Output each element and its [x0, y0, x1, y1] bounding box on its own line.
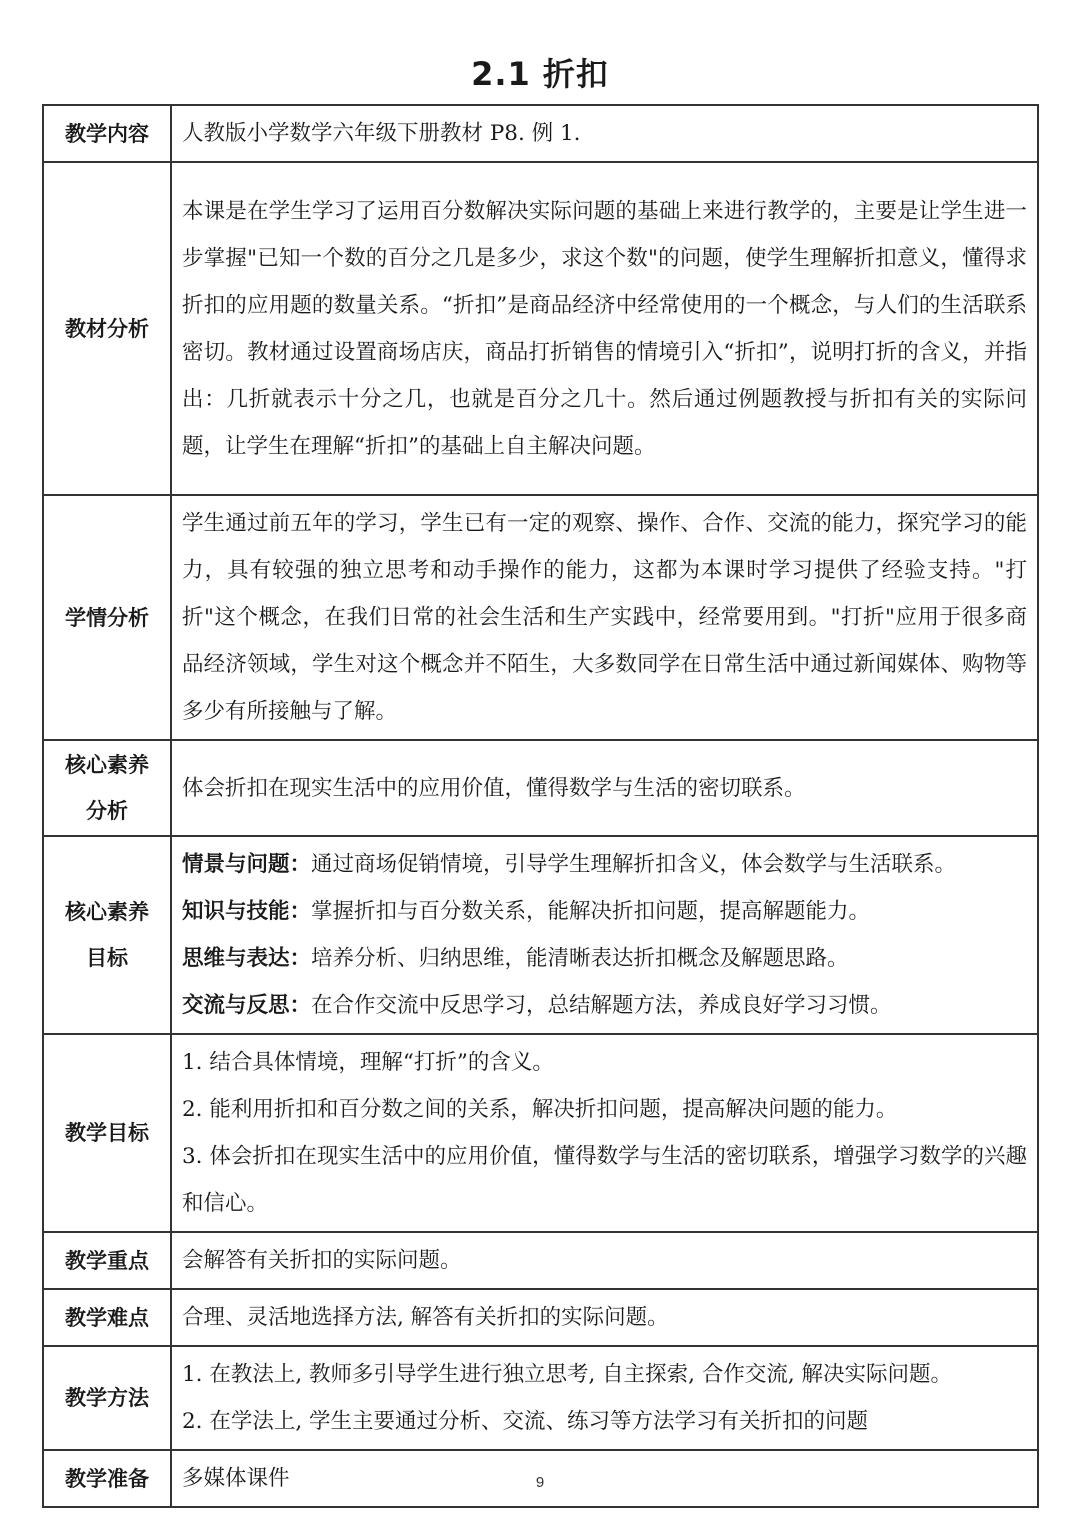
- material-analysis-text: 本课是在学生学习了运用百分数解决实际问题的基础上来进行教学的，主要是让学生进一步掌握"已知一个数的百分之几是多少，求这个数"的问题，使学生理解折扣意义，懂得求折扣的应用题的数量关系。“折扣”是商品经济中经常使用的一个概念，与人们的生活联系密切。教材通过设置商场店庆，商品打折销售的情境引入“折扣”，说明打折的含义，并指出：几折就表示十分之几，也就是百分之几十。然后通过例题教授与折扣有关的实际问题，让学生在理解“折扣”的基础上自主解决问题。: [171, 162, 1038, 495]
- core-analysis-text: 体会折扣在现实生活中的应用价值，懂得数学与生活的密切联系。: [171, 740, 1038, 836]
- row-label-objectives: 教学目标: [43, 1034, 171, 1232]
- table-row: [43, 1232, 1038, 1289]
- row-label-core-analysis: [43, 740, 171, 836]
- goal-heading: 情景与问题：: [182, 852, 312, 877]
- row-label-preparation: 教学准备: [43, 1450, 171, 1507]
- row-label-methods: 教学方法: [43, 1346, 171, 1450]
- methods-list: [171, 1346, 1038, 1450]
- table-row: [43, 495, 1038, 740]
- core-goals-list: [171, 836, 1038, 1034]
- learner-analysis-text: 学生通过前五年的学习，学生已有一定的观察、操作、合作、交流的能力，探究学习的能力，具有较强的独立思考和动手操作的能力，这都为本课时学习提供了经验支持。"打折"这个概念，在我们日常的社会生活和生产实践中，经常要用到。"打折"应用于很多商品经济领域，学生对这个概念并不陌生，大多数同学在日常生活中通过新闻媒体、购物等多少有所接触与了解。: [171, 495, 1038, 740]
- teaching-content-text: 人教版小学数学六年级下册教材 P8. 例 1.: [171, 105, 1038, 162]
- goal-text: 在合作交流中反思学习，总结解题方法，养成良好学习习惯。: [311, 993, 892, 1018]
- table-row: [43, 836, 1038, 1034]
- table-row: [43, 1034, 1038, 1232]
- objectives-list: [171, 1034, 1038, 1232]
- page-number: 9: [535, 1474, 545, 1491]
- row-label-teaching-content: 教学内容: [43, 105, 171, 162]
- list-item: 1. 在教法上, 教师多引导学生进行独立思考, 自主探索, 合作交流, 解决实际问题。: [182, 1362, 953, 1387]
- list-item: 1. 结合具体情境，理解“打折”的含义。: [182, 1050, 554, 1075]
- table-row: [43, 1289, 1038, 1346]
- table-row: [43, 162, 1038, 495]
- table-row: [43, 105, 1038, 162]
- goal-text: 掌握折扣与百分数关系，能解决折扣问题，提高解题能力。: [311, 899, 871, 924]
- list-item: [182, 982, 1027, 1029]
- row-label-core-goals: [43, 836, 171, 1034]
- label-line: 目标: [86, 946, 128, 970]
- table-row: [43, 1346, 1038, 1450]
- list-item: [182, 935, 1027, 982]
- list-item: 3. 体会折扣在现实生活中的应用价值，懂得数学与生活的密切联系，增强学习数学的兴趣和信心。: [182, 1144, 1027, 1216]
- label-line: 分析: [86, 799, 128, 823]
- difficulty-text: 合理、灵活地选择方法, 解答有关折扣的实际问题。: [171, 1289, 1038, 1346]
- goal-text: 通过商场促销情境，引导学生理解折扣含义，体会数学与生活联系。: [311, 852, 957, 877]
- goal-heading: 思维与表达：: [182, 946, 312, 971]
- preparation-text: 多媒体课件: [171, 1450, 1038, 1507]
- goal-heading: 知识与技能：: [182, 899, 312, 924]
- list-item: 2. 能利用折扣和百分数之间的关系，解决折扣问题，提高解决问题的能力。: [182, 1097, 898, 1122]
- label-line: 核心素养: [65, 900, 149, 924]
- row-label-key-point: 教学重点: [43, 1232, 171, 1289]
- row-label-difficulty: 教学难点: [43, 1289, 171, 1346]
- table-row: [43, 740, 1038, 836]
- goal-text: 培养分析、归纳思维，能清晰表达折扣概念及解题思路。: [311, 946, 849, 971]
- row-label-learner-analysis: 学情分析: [43, 495, 171, 740]
- list-item: [182, 841, 1027, 888]
- goal-heading: 交流与反思：: [182, 993, 312, 1018]
- list-item: [182, 888, 1027, 935]
- row-label-material-analysis: 教材分析: [43, 162, 171, 495]
- label-line: 核心素养: [65, 753, 149, 777]
- list-item: 2. 在学法上, 学生主要通过分析、交流、练习等方法学习有关折扣的问题: [182, 1409, 869, 1434]
- page-title: 2.1 折扣: [471, 55, 609, 93]
- key-point-text: 会解答有关折扣的实际问题。: [171, 1232, 1038, 1289]
- lesson-plan-table: [42, 104, 1039, 1508]
